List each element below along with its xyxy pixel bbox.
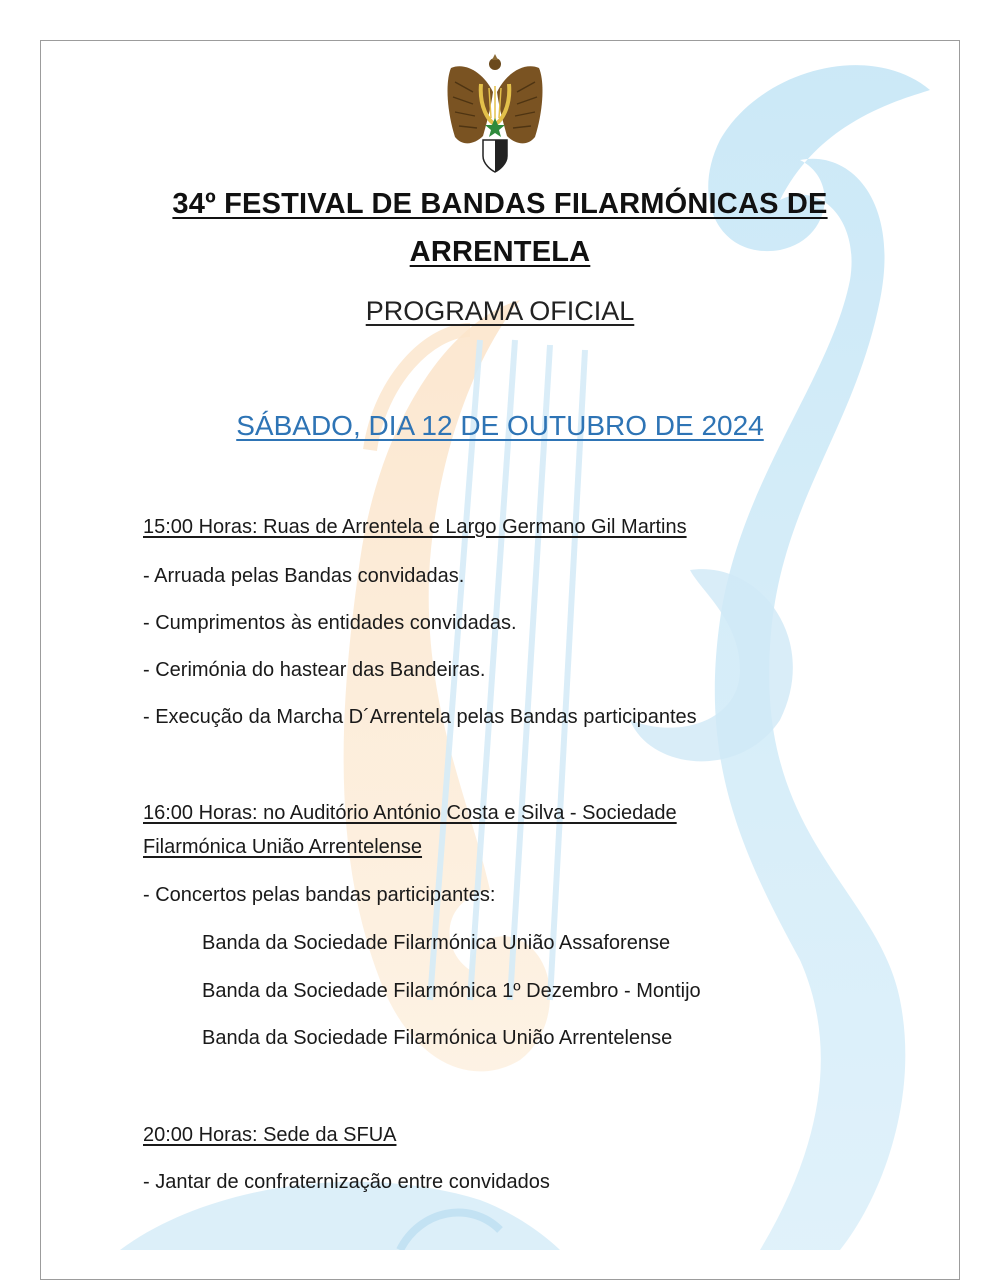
band-list-item: Banda da Sociedade Filarmónica União Assaforense [202, 932, 671, 954]
section-2-heading-line-2: Filarmónica União Arrentelense [143, 836, 423, 858]
band-list-item: Banda da Sociedade Filarmónica União Arrentelense [202, 1027, 673, 1049]
section-1-item: - Execução da Marcha D´Arrentela pelas Bandas participantes [143, 706, 697, 728]
section-3-item: - Jantar de confraternização entre convidados [143, 1171, 550, 1193]
section-2-item: - Concertos pelas bandas participantes: [143, 884, 496, 906]
program-subtitle: PROGRAMA OFICIAL [365, 296, 635, 326]
section-1-heading: 15:00 Horas: Ruas de Arrentela e Largo Germano Gil Martins [143, 516, 687, 538]
eagle-lyre-emblem-icon [443, 52, 547, 174]
band-list-item: Banda da Sociedade Filarmónica 1º Dezembro - Montijo [202, 980, 701, 1002]
section-3-heading: 20:00 Horas: Sede da SFUA [143, 1124, 397, 1146]
section-1-item: - Arruada pelas Bandas convidadas. [143, 565, 465, 587]
event-date: SÁBADO, DIA 12 DE OUTUBRO DE 2024 [236, 410, 764, 441]
section-2-heading-line-1: 16:00 Horas: no Auditório António Costa e Silva - Sociedade [143, 802, 677, 824]
section-1-item: - Cumprimentos às entidades convidadas. [143, 612, 517, 634]
section-1-item: - Cerimónia do hastear das Bandeiras. [143, 659, 486, 681]
festival-title-line-1: 34º FESTIVAL DE BANDAS FILARMÓNICAS DE [172, 188, 828, 220]
festival-title-line-2: ARRENTELA [409, 236, 591, 268]
